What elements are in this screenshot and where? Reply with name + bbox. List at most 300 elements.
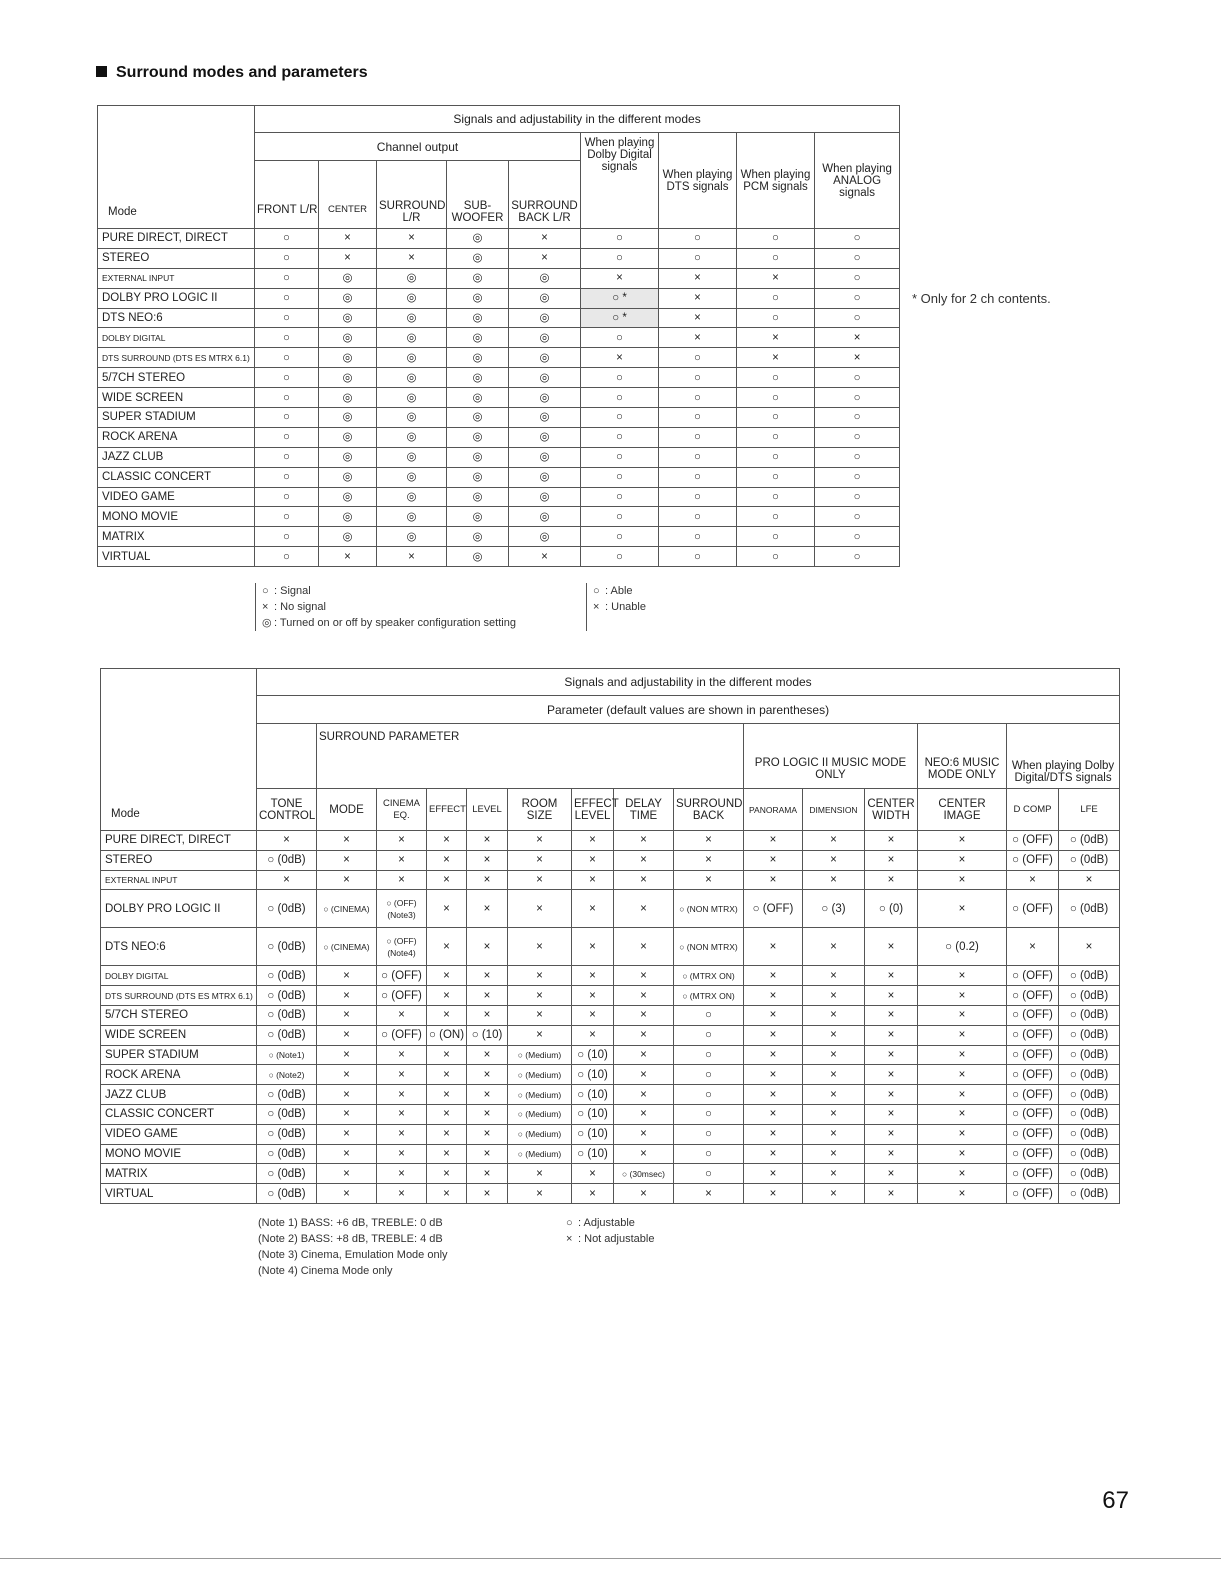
table-cell: × [508, 831, 572, 851]
table-cell: ○ (10) [572, 1065, 614, 1085]
col-header-d-comp: D COMP [1007, 789, 1059, 831]
table-row [98, 427, 900, 447]
table-cell: ○ [815, 388, 900, 408]
table-cell: × [508, 1005, 572, 1025]
table-cell: × [744, 986, 803, 1006]
table-cell: × [377, 1184, 427, 1204]
table-cell: ◎ [447, 547, 509, 567]
table-row [98, 527, 900, 547]
table-cell: × [1059, 928, 1120, 966]
table-cell: ◎ [509, 408, 581, 428]
table1-legend-right [586, 583, 646, 631]
table-cell: × [467, 966, 508, 986]
table-cell: ○ (0dB) [1059, 1085, 1120, 1105]
table-cell: ○ (0dB) [1059, 1144, 1120, 1164]
table-cell: × [918, 1104, 1007, 1124]
mode-name: CLASSIC CONCERT [98, 467, 255, 487]
legend-text: Turned on or off by speaker configuration setting [279, 617, 516, 629]
pl2-music-header: PRO LOGIC II MUSIC MODE ONLY [744, 724, 918, 789]
table-cell: × [572, 870, 614, 890]
table-cell: ◎ [509, 487, 581, 507]
table-cell: ○ [737, 487, 815, 507]
square-bullet-icon [96, 66, 107, 77]
table-cell: ○ [581, 547, 659, 567]
col-header-surround: SURROUND L/R [377, 161, 447, 229]
table-cell: ○ (0dB) [257, 1184, 317, 1204]
table-cell: × [377, 1164, 427, 1184]
table-cell: ○ [737, 368, 815, 388]
table-cell: × [744, 1184, 803, 1204]
table-cell: ◎ [377, 268, 447, 288]
table-cell: × [865, 1085, 918, 1105]
mode-name: VIDEO GAME [98, 487, 255, 507]
table-cell: × [744, 850, 803, 870]
table-cell: ○ (0dB) [1059, 831, 1120, 851]
table-cell: × [427, 928, 467, 966]
table-cell: × [744, 831, 803, 851]
table-cell: × [614, 1005, 674, 1025]
table-cell: ○ (10) [572, 1144, 614, 1164]
table-cell: × [659, 288, 737, 308]
table-cell: ○ [815, 288, 900, 308]
table-cell: ○ (0dB) [1059, 1025, 1120, 1045]
table-cell: ◎ [319, 507, 377, 527]
table-cell: × [674, 1184, 744, 1204]
table-cell: × [572, 966, 614, 986]
table-row [101, 966, 1120, 986]
table-cell: ○ [815, 487, 900, 507]
table-cell: × [317, 966, 377, 986]
table-cell: ○ (OFF) [1007, 1144, 1059, 1164]
table-cell: × [614, 831, 674, 851]
table-cell: × [508, 890, 572, 928]
surround-parameter-header: SURROUND PARAMETER [317, 724, 744, 789]
table-cell: × [865, 1005, 918, 1025]
table-cell: × [377, 1124, 427, 1144]
table-cell: × [744, 1104, 803, 1124]
section-heading [96, 64, 368, 82]
table-cell: ◎ [509, 268, 581, 288]
table-cell: ○ * [581, 308, 659, 328]
mode-name: STEREO [98, 248, 255, 268]
table-cell: × [865, 1045, 918, 1065]
table-row [101, 1065, 1120, 1085]
table-cell: ○ [659, 348, 737, 368]
table-cell: × [317, 1085, 377, 1105]
table-cell: ○ (Medium) [508, 1104, 572, 1124]
table-cell: × [803, 850, 865, 870]
table-cell: ○ [255, 368, 319, 388]
table-cell: × [427, 1164, 467, 1184]
legend-item: ◎ : Turned on or off by speaker configuration setting [262, 617, 516, 629]
table-cell: ○ (0) [865, 890, 918, 928]
table-cell: × [659, 328, 737, 348]
table-cell: × [803, 1124, 865, 1144]
table-cell: ○ (MTRX ON) [674, 966, 744, 986]
table-row [101, 986, 1120, 1006]
table-cell: × [674, 870, 744, 890]
table-cell: ○ [659, 248, 737, 268]
table-cell: ○ [255, 408, 319, 428]
table-cell: × [377, 1045, 427, 1065]
table-cell: × [803, 1005, 865, 1025]
table-cell: ○ [737, 388, 815, 408]
table-cell: × [508, 1025, 572, 1045]
table-cell: ○ (10) [572, 1104, 614, 1124]
mode-name: 5/7CH STEREO [101, 1005, 257, 1025]
table-cell: × [614, 1144, 674, 1164]
table-cell: × [1007, 870, 1059, 890]
table-cell: ○ [815, 467, 900, 487]
table-row [101, 928, 1120, 966]
table-cell: ◎ [447, 348, 509, 368]
table-cell: × [918, 1045, 1007, 1065]
table-cell: ○ [815, 507, 900, 527]
table-cell: × [918, 1124, 1007, 1144]
mode-header: Mode [98, 106, 255, 229]
table-cell: ○ (0dB) [1059, 1065, 1120, 1085]
table-cell: ○ [255, 229, 319, 249]
legend-text: Adjustable [583, 1217, 635, 1229]
mode-name: DTS SURROUND (DTS ES MTRX 6.1) [101, 986, 257, 1006]
mode-name: DOLBY DIGITAL [101, 966, 257, 986]
table-cell: ◎ [447, 487, 509, 507]
table-cell: × [581, 268, 659, 288]
table-cell: ○ (OFF) [1007, 1124, 1059, 1144]
table-cell: × [744, 1025, 803, 1045]
table-cell: × [427, 1065, 467, 1085]
mode-name: EXTERNAL INPUT [98, 268, 255, 288]
table-cell: ○ (OFF) [1007, 1164, 1059, 1184]
table-cell: ◎ [447, 408, 509, 428]
table-cell: × [572, 986, 614, 1006]
table-cell: × [467, 850, 508, 870]
table-cell: ◎ [509, 447, 581, 467]
table-cell: ○ (10) [467, 1025, 508, 1045]
col-header-surround-back: SURROUND BACK L/R [509, 161, 581, 229]
table-cell: ◎ [319, 408, 377, 428]
table-cell: ○ [255, 348, 319, 368]
table-cell: × [865, 1065, 918, 1085]
col-header-effect: EFFECT [427, 789, 467, 831]
table-cell: ◎ [509, 467, 581, 487]
table-cell: × [317, 1104, 377, 1124]
table-cell: × [572, 1005, 614, 1025]
table-cell: × [918, 1085, 1007, 1105]
table-cell: × [581, 348, 659, 368]
table-cell: ◎ [447, 427, 509, 447]
table-cell: × [508, 966, 572, 986]
table-cell: ○ (10) [572, 1045, 614, 1065]
table-cell: × [572, 1184, 614, 1204]
table-cell: ○ [815, 547, 900, 567]
table-cell: × [614, 870, 674, 890]
table-cell: × [508, 928, 572, 966]
table-cell: × [508, 870, 572, 890]
table-cell: × [803, 1144, 865, 1164]
table-cell: ◎ [447, 328, 509, 348]
table-cell: × [572, 890, 614, 928]
table-cell: ○ (OFF) [377, 1025, 427, 1045]
table-cell: × [427, 1124, 467, 1144]
table-cell: ○ (Medium) [508, 1085, 572, 1105]
table-cell: ◎ [377, 368, 447, 388]
table-cell: ◎ [377, 348, 447, 368]
table-cell: × [744, 966, 803, 986]
table-cell: × [614, 1085, 674, 1105]
table-cell: × [918, 831, 1007, 851]
table-cell: × [427, 986, 467, 1006]
table-cell: × [918, 1065, 1007, 1085]
col-header-tone: TONE CONTROL [257, 789, 317, 831]
table2-notes [258, 1215, 448, 1279]
table-row [98, 368, 900, 388]
table-cell: ○ [581, 487, 659, 507]
table-cell: ○ [581, 248, 659, 268]
table-cell: ◎ [377, 328, 447, 348]
mode-name: STEREO [101, 850, 257, 870]
col-header-delay-time: DELAY TIME [614, 789, 674, 831]
table-cell: ○ [659, 447, 737, 467]
table-cell: × [737, 348, 815, 368]
table-cell: ○ [255, 268, 319, 288]
table-cell: ○ (Medium) [508, 1045, 572, 1065]
legend-item: × : Unable [593, 601, 646, 613]
mode-name: ROCK ARENA [101, 1065, 257, 1085]
table-cell: ○ [255, 388, 319, 408]
mode-name: MONO MOVIE [98, 507, 255, 527]
legend-item: × : No signal [262, 601, 326, 613]
table-cell: ○ (0dB) [257, 1124, 317, 1144]
table-cell: ○ [255, 248, 319, 268]
table-cell: × [918, 1184, 1007, 1204]
table-cell: ◎ [509, 348, 581, 368]
table-row [101, 890, 1120, 928]
table-cell: ○ [659, 408, 737, 428]
table-cell: ○ [674, 1065, 744, 1085]
table-cell: × [614, 966, 674, 986]
table-cell: ○ (0dB) [1059, 890, 1120, 928]
table-cell: × [865, 928, 918, 966]
table-cell: × [614, 1065, 674, 1085]
table-cell: × [467, 1005, 508, 1025]
table-cell: × [572, 850, 614, 870]
table-row [101, 1085, 1120, 1105]
table-cell: × [467, 1065, 508, 1085]
table-cell: × [467, 1144, 508, 1164]
table-cell: × [427, 1045, 467, 1065]
table-cell: × [744, 928, 803, 966]
table-cell: × [803, 1025, 865, 1045]
table-row [98, 447, 900, 467]
col-header-level: LEVEL [467, 789, 508, 831]
table-cell: × [508, 1184, 572, 1204]
mode-name: DTS SURROUND (DTS ES MTRX 6.1) [98, 348, 255, 368]
table-cell: × [317, 1065, 377, 1085]
table-cell: × [317, 850, 377, 870]
mode-name: VIRTUAL [101, 1184, 257, 1204]
table-cell: ○ (CINEMA) [317, 890, 377, 928]
table-cell: × [614, 1104, 674, 1124]
mode-name: JAZZ CLUB [101, 1085, 257, 1105]
table-cell: ○ (3) [803, 890, 865, 928]
table-cell: × [317, 831, 377, 851]
legend-text: Not adjustable [584, 1233, 655, 1245]
table-cell: × [865, 1124, 918, 1144]
table-cell: ○ (0dB) [1059, 850, 1120, 870]
signal-symbol: ○ [262, 585, 269, 597]
table-cell: ○ (Medium) [508, 1065, 572, 1085]
table-cell: ○ [737, 427, 815, 447]
col-header-dolby: When playing Dolby Digital signals [581, 133, 659, 229]
table-cell: ○ (0dB) [1059, 1104, 1120, 1124]
table-row [101, 1005, 1120, 1025]
table-cell: × [572, 831, 614, 851]
table-cell: ○ [815, 447, 900, 467]
signals-table [97, 105, 900, 567]
table-cell: × [508, 1164, 572, 1184]
mode-name: DOLBY PRO LOGIC II [98, 288, 255, 308]
table-cell: × [865, 1144, 918, 1164]
table-cell: × [744, 1065, 803, 1085]
table-cell: ○ (0dB) [1059, 1164, 1120, 1184]
page-number: 67 [1102, 1487, 1129, 1514]
table-cell: ○ [674, 1045, 744, 1065]
table-cell: ◎ [447, 527, 509, 547]
table-cell: ◎ [447, 467, 509, 487]
table-cell: × [467, 986, 508, 1006]
table-cell: ◎ [319, 288, 377, 308]
table-cell: × [737, 328, 815, 348]
table-cell: ○ [581, 388, 659, 408]
table-cell: ○ [674, 1085, 744, 1105]
legend-item: ○ : Able [593, 585, 633, 597]
able-symbol: ○ [593, 585, 600, 597]
table-cell: × [744, 1164, 803, 1184]
table-cell: × [803, 1045, 865, 1065]
table-cell: ◎ [447, 388, 509, 408]
no-signal-symbol: × [262, 601, 269, 613]
table-cell: × [317, 1124, 377, 1144]
table-cell: × [1007, 928, 1059, 966]
table-cell: × [803, 966, 865, 986]
table-cell: ◎ [447, 308, 509, 328]
table-cell: ○ (Note2) [257, 1065, 317, 1085]
mode-name: MATRIX [98, 527, 255, 547]
table-cell: ○ [674, 1124, 744, 1144]
table-cell: ○ [659, 487, 737, 507]
table-cell: × [467, 1184, 508, 1204]
table-cell: × [427, 966, 467, 986]
table-cell: ◎ [377, 388, 447, 408]
table-cell: ○ (NON MTRX) [674, 928, 744, 966]
table-cell: ○ (10) [572, 1085, 614, 1105]
table-cell: ◎ [377, 487, 447, 507]
table-cell: ○ [659, 368, 737, 388]
table-cell: × [865, 1025, 918, 1045]
table-cell: ○ (0dB) [257, 890, 317, 928]
table-cell: ○ [581, 408, 659, 428]
table-cell: × [467, 1164, 508, 1184]
table-cell: ○ [581, 427, 659, 447]
table-row [101, 1184, 1120, 1204]
mode-name: PURE DIRECT, DIRECT [101, 831, 257, 851]
table-cell: × [317, 1045, 377, 1065]
table-cell: ○ (NON MTRX) [674, 890, 744, 928]
table-cell: ○ (0dB) [257, 1005, 317, 1025]
table-cell: ○ [737, 527, 815, 547]
table-cell: ○ (OFF) [1007, 850, 1059, 870]
table-row [101, 1144, 1120, 1164]
table-cell: × [317, 1144, 377, 1164]
table-cell: × [803, 1065, 865, 1085]
table-cell: ○ (0dB) [1059, 1045, 1120, 1065]
table-row [101, 850, 1120, 870]
table-cell: ◎ [377, 447, 447, 467]
table-row [101, 1045, 1120, 1065]
col-header-dimension: DIMENSION [803, 789, 865, 831]
table-cell: ○ [815, 248, 900, 268]
table-cell: ○ (0dB) [257, 850, 317, 870]
table-row [98, 507, 900, 527]
table-cell: × [467, 1045, 508, 1065]
table-row [98, 547, 900, 567]
table-cell: × [674, 831, 744, 851]
table-cell: × [377, 1104, 427, 1124]
table-cell: ○ (0dB) [257, 928, 317, 966]
table-cell: × [803, 928, 865, 966]
table1-legend-left [255, 583, 516, 631]
table-cell: ○ (10) [572, 1124, 614, 1144]
table-row [98, 487, 900, 507]
table-cell: ◎ [319, 308, 377, 328]
table-cell: × [737, 268, 815, 288]
table-cell: × [377, 248, 447, 268]
table-cell: ◎ [319, 368, 377, 388]
table-cell: ○ [581, 229, 659, 249]
col-header-subwoofer: SUB-WOOFER [447, 161, 509, 229]
table-cell: ○ (0dB) [1059, 966, 1120, 986]
table-cell: × [572, 928, 614, 966]
table-cell: ○ (Medium) [508, 1144, 572, 1164]
table-cell: ◎ [377, 288, 447, 308]
table-cell: ○ (OFF) [1007, 1005, 1059, 1025]
table-row [101, 1124, 1120, 1144]
table-cell: × [1059, 870, 1120, 890]
table-cell: × [614, 1124, 674, 1144]
col-header-mode: MODE [317, 789, 377, 831]
table-cell: ○ (0dB) [1059, 1005, 1120, 1025]
table-cell: ◎ [319, 427, 377, 447]
table-cell: × [377, 1085, 427, 1105]
table-cell: × [744, 1005, 803, 1025]
table-cell: ○ (OFF) [1007, 890, 1059, 928]
table-cell: × [614, 850, 674, 870]
mode-name: CLASSIC CONCERT [101, 1104, 257, 1124]
table-cell: × [865, 1104, 918, 1124]
table-cell: × [317, 1005, 377, 1025]
not-adjustable-symbol: × [566, 1233, 573, 1245]
table-row [98, 288, 900, 308]
table-cell: ○ [674, 1104, 744, 1124]
table-cell: ○ [255, 447, 319, 467]
table-cell: ○ [815, 408, 900, 428]
table-cell: ○ [581, 328, 659, 348]
table-cell: ○ [659, 507, 737, 527]
table-row [98, 248, 900, 268]
table-cell: × [865, 1164, 918, 1184]
table-cell: × [803, 1085, 865, 1105]
